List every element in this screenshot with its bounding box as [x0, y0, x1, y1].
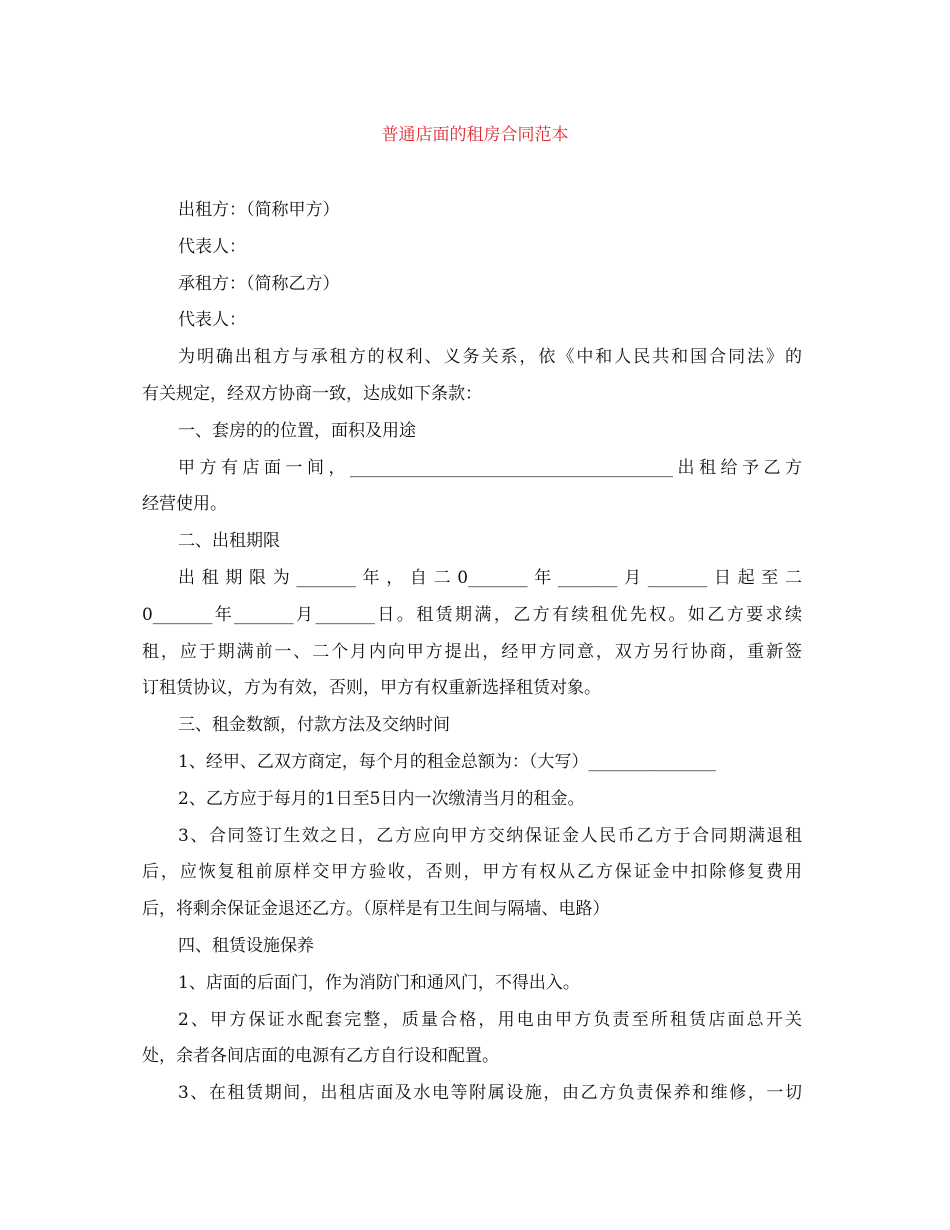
document-body — [142, 192, 802, 1112]
text-line: 0_______年_______月_______日。租赁期满，乙方有续租优先权。如乙方要求续 — [142, 604, 802, 625]
text-line: 经营使用。 — [142, 494, 227, 515]
text-line: 二、出租期限 — [178, 531, 280, 552]
text-line: 四、租赁设施保养 — [178, 935, 314, 956]
text-line: 出租方：（简称甲方） — [178, 200, 340, 220]
text-line: 后，应恢复租前原样交甲方验收，否则，甲方有权从乙方保证金中扣除修复费用 — [142, 862, 802, 883]
text-line: 代表人： — [178, 310, 246, 331]
text-line: 3、合同签订生效之日，乙方应向甲方交纳保证金人民币乙方于合同期满退租 — [178, 825, 802, 846]
text-line: 2、甲方保证水配套完整，质量合格，用电由甲方负责至所租赁店面总开关 — [178, 1009, 802, 1030]
text-line: 代表人： — [178, 236, 246, 257]
text-line: 一、套房的的位置，面积及用途 — [178, 420, 416, 441]
text-line: 2、乙方应于每月的1日至5日内一次缴清当月的租金。 — [178, 788, 585, 809]
text-line: 3、在租赁期间，出租店面及水电等附属设施，由乙方负责保养和维修，一切 — [178, 1083, 802, 1104]
text-line: 租，应于期满前一、二个月内向甲方提出，经甲方同意，双方另行协商，重新签 — [142, 641, 802, 662]
text-line: 处，余者各间店面的电源有乙方自行设和配置。 — [142, 1046, 499, 1067]
text-line: 订租赁协议，方为有效，否则，甲方有权重新选择租赁对象。 — [142, 678, 601, 699]
document-title: 普通店面的租房合同范本 — [381, 125, 569, 145]
text-line: 1、店面的后面门，作为消防门和通风门，不得出入。 — [178, 972, 580, 993]
text-line: 1、经甲、乙双方商定，每个月的租金总额为：（大写）_______________ — [178, 751, 716, 772]
text-line: 三、租金数额，付款方法及交纳时间 — [178, 715, 450, 736]
text-line: 为明确出租方与承租方的权利、义务关系，依《中和人民共和国合同法》的 — [178, 347, 802, 368]
text-line: 有关规定，经双方协商一致，达成如下条款： — [142, 383, 482, 404]
text-line: 甲方有店面一间，______________________________________出租给予乙方 — [178, 457, 802, 478]
text-line: 出租期限为_______年，自二0_______年_______月_______日起至二 — [178, 567, 802, 588]
text-line: 后，将剩余保证金退还乙方。（原样是有卫生间与隔墙、电路） — [142, 899, 610, 920]
text-line: 承租方：（简称乙方） — [178, 273, 340, 294]
